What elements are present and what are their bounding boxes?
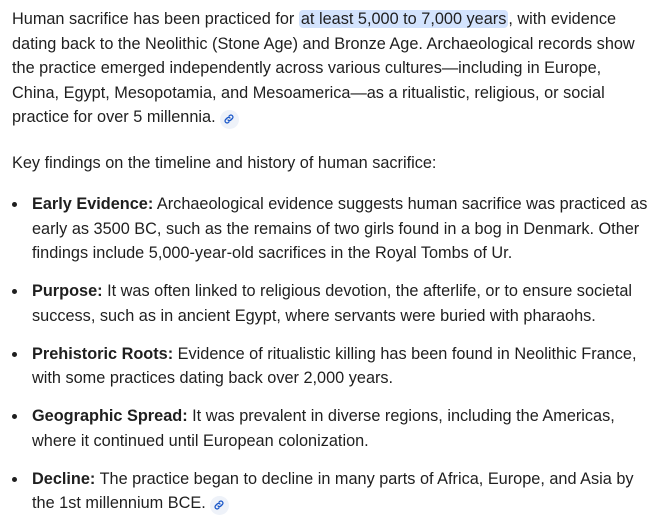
source-link-button[interactable] (220, 110, 239, 129)
link-icon (223, 113, 235, 125)
finding-title: Geographic Spread: (32, 407, 188, 425)
finding-text: The practice began to decline in many parts of Africa, Europe, and Asia by the 1st millennium BCE. (32, 469, 634, 512)
intro-text-start: Human sacrifice has been practiced for (12, 10, 299, 28)
link-icon (213, 499, 225, 511)
findings-list (12, 192, 652, 516)
bullet-icon (12, 477, 17, 482)
intro-paragraph (12, 7, 652, 130)
list-item (12, 342, 652, 391)
bullet-icon (12, 202, 17, 207)
list-item (12, 192, 652, 266)
bullet-icon (12, 352, 17, 357)
intro-text-rest: , with evidence dating back to the Neolithic (Stone Age) and Bronze Age. Archaeological records show the practice emerged independently across various cultures—including in Europe, China, Egypt, Mesopotamia, and Mesoamerica—as a ritualistic, religious, or social practice for over 5 millennia. (12, 10, 635, 126)
finding-title: Purpose: (32, 282, 103, 300)
finding-title: Prehistoric Roots: (32, 344, 174, 363)
finding-title: Early Evidence: (32, 195, 154, 213)
bullet-icon (12, 414, 17, 419)
findings-lead: Key findings on the timeline and history of human sacrifice: (12, 153, 437, 172)
finding-text: Archaeological evidence suggests human sacrifice was practiced as early as 3500 BC, such as the remains of two girls found in a bog in Denmark. Other findings include 5,000-year-old sacrifices in the Royal Tombs of Ur. (32, 195, 648, 262)
finding-title: Decline: (32, 469, 96, 488)
source-link-button[interactable] (210, 496, 229, 515)
finding-text: Evidence of ritualistic killing has been found in Neolithic France, with some practices dating back over 2,000 years. (32, 344, 637, 387)
finding-text: It was often linked to religious devotion, the afterlife, or to ensure societal success, such as in ancient Egypt, where servants were buried with pharaohs. (32, 282, 633, 325)
bullet-icon (12, 289, 17, 294)
list-item (12, 404, 652, 453)
list-item (12, 467, 652, 516)
highlighted-answer: at least 5,000 to 7,000 years (300, 10, 507, 28)
ai-answer (12, 7, 652, 529)
finding-text: It was prevalent in diverse regions, including the Americas, where it continued until European colonization. (32, 407, 615, 450)
list-item (12, 279, 652, 328)
